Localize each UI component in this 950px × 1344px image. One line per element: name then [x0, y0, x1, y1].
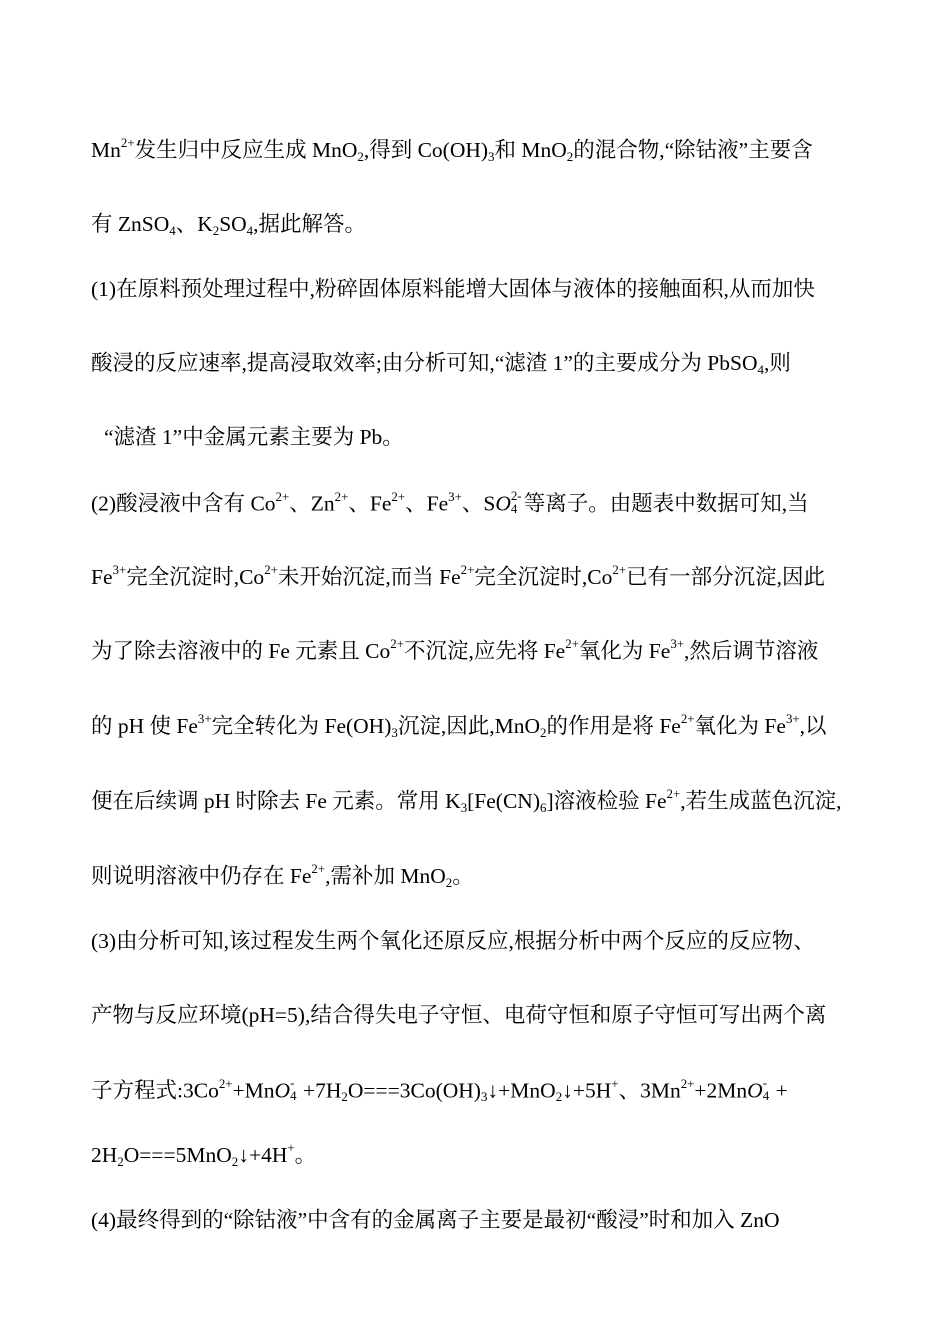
text-line-14: 子方程式$:3Co^{2+}+MnO$ - 4 $+7H_2O===3Co(OH)_3↓+MnO_2↓+5H^+$、$3Mn^{2+}+2MnO$ - 4 + [91, 1075, 788, 1105]
text-line-4: 酸浸的反应速率,提高浸取效率;由分析可知,“滤渣 1”的主要成分为 PbSO$_4$,则 [91, 351, 791, 377]
text-line-15: $2H_2O===5MnO_2↓+4H^+$。 [91, 1141, 317, 1169]
permanganate-charge-stack: - 4 [762, 1075, 770, 1104]
text-line-5: “滤渣 1”中金属元素主要为 Pb。 [104, 425, 404, 449]
text-line-3: (1)在原料预处理过程中,粉碎固体原料能增大固体与液体的接触面积,从而加快 [91, 277, 815, 301]
text-line-10: 便在后续调 pH 时除去 Fe 元素。常用 $K_3[Fe(CN)_6]$溶液检验 $Fe^{2+}$,若生成蓝色沉淀, [91, 787, 842, 815]
text-line-8: 为了除去溶液中的 Fe 元素且 $Co^{2+}$不沉淀,应先将 $Fe^{2+}$氧化为 $Fe^{3+}$,然后调节溶液 [91, 637, 819, 663]
text-line-1: $Mn^{2+}$发生归中反应生成 MnO$_2$,得到 $Co(OH)_3$和 MnO$_2$的混合物,“除钴液”主要含 [91, 136, 813, 164]
text-line-12: (3)由分析可知,该过程发生两个氧化还原反应,根据分析中两个反应的反应物、 [91, 929, 815, 953]
text-line-2: 有 ZnSO$_4$、$K_2SO_4$,据此解答。 [91, 212, 367, 238]
text-line-6: (2)酸浸液中含有 $Co^{2+}$、$Zn^{2+}$、$Fe^{2+}$、$Fe^{3+}$、SO 2- 4 等离子。由题表中数据可知,当 [91, 488, 809, 517]
permanganate-charge-stack: - 4 [290, 1075, 297, 1104]
text-line-16: (4)最终得到的“除钴液”中含有的金属离子主要是最初“酸浸”时和加入 ZnO [91, 1208, 780, 1232]
sulfate-charge-stack: 2- 4 [510, 488, 522, 517]
text-line-13: 产物与反应环境(pH=5),结合得失电子守恒、电荷守恒和原子守恒可写出两个离 [91, 1003, 827, 1027]
text-line-7: $Fe^{3+}$完全沉淀时$,Co^{2+}$未开始沉淀,而当 $Fe^{2+}$完全沉淀时$,Co^{2+}$已有一部分沉淀,因此 [91, 563, 825, 589]
text-line-9: 的 pH 使 $Fe^{3+}$完全转化为 $Fe(OH)_3$沉淀,因此,MnO$_2$的作用是将 $Fe^{2+}$氧化为 $Fe^{3+}$,以 [91, 712, 827, 740]
text-line-11: 则说明溶液中仍存在 $Fe^{2+}$,需补加 MnO$_2$。 [91, 862, 474, 890]
